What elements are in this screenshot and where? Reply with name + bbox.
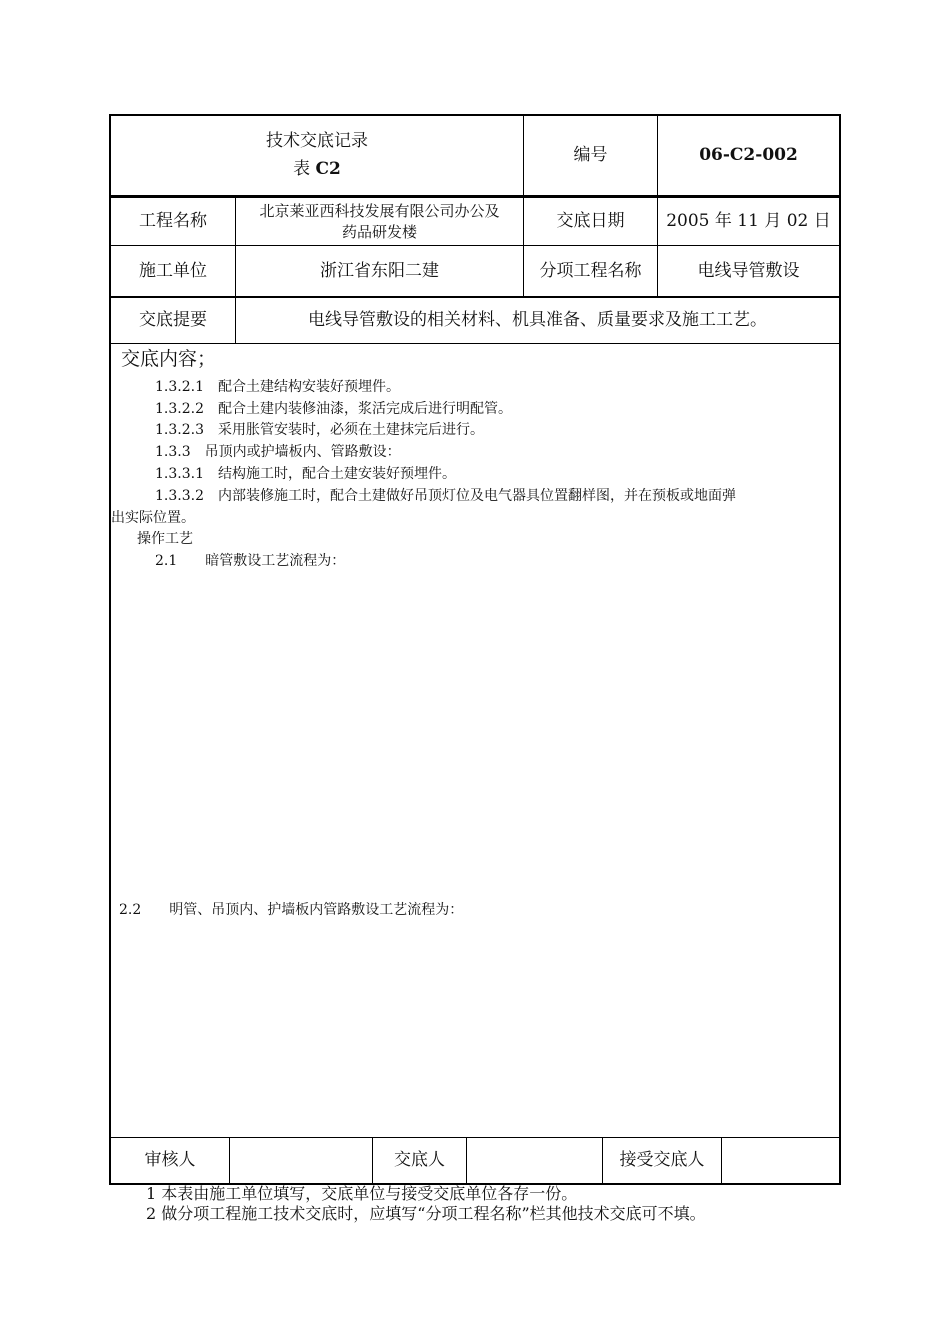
reviewer-field[interactable] [230,1138,372,1183]
project-name-value: 北京莱亚西科技发展有限公司办公及 药品研发楼 [259,202,500,241]
content-line: 1.3.2.2 配合土建内装修油漆，浆活完成后进行明配管。 [155,401,512,417]
contractor-label: 施工单位 [139,260,207,281]
content-line: 1.3.3.1 结构施工时，配合土建安装好预埋件。 [155,466,456,482]
date-value: 2005 年 11 月 02 日 [666,211,831,232]
number-label: 编号 [573,145,608,166]
section-heading: 操作工艺 [137,531,193,547]
reviewer-label: 审核人 [144,1150,196,1171]
content-heading: 交底内容； [121,348,217,370]
receiver-label: 接受交底人 [619,1150,705,1171]
discloser-label: 交底人 [394,1150,445,1171]
number-value: 06-C2-002 [699,145,798,166]
subproject-value: 电线导管敷设 [697,260,800,281]
content-line: 1.3.3.2 内部装修施工时，配合土建做好吊顶灯位及电气器具位置翻样图，并在预板或地面弹 [155,488,736,504]
item-2-2: 2.2 明管、吊顶内、护墙板内管路敷设工艺流程为： [119,902,464,918]
content-line: 1.3.2.1 配合土建结构安装好预埋件。 [155,379,400,395]
contractor-value: 浙江省东阳二建 [320,260,439,281]
date-label: 交底日期 [556,211,625,232]
form-title-cell [111,116,523,195]
discloser-field[interactable] [467,1138,602,1183]
rule-row3-bottom [111,343,839,344]
table-label: 表 C2 [293,158,341,179]
content-line: 1.3.2.3 采用胀管安装时，必须在土建抹完后进行。 [155,422,484,438]
summary-label: 交底提要 [139,310,207,331]
summary-value: 电线导管敷设的相关材料、机具准备、质量要求及施工工艺。 [308,310,767,331]
receiver-field[interactable] [722,1138,839,1183]
content-line: 出实际位置。 [111,510,195,526]
disclosure-form [109,114,841,1185]
footnote: 1 本表由施工单位填写，交底单位与接受交底单位各存一份。 [146,1184,578,1203]
project-name-label: 工程名称 [139,211,207,232]
item-2-1: 2.1 暗管敷设工艺流程为： [155,553,346,569]
footnote: 2 做分项工程施工技术交底时，应填写“分项工程名称”栏其他技术交底可不填。 [146,1204,706,1223]
content-line: 1.3.3 吊顶内或护墙板内、管路敷设： [155,444,401,460]
subproject-label: 分项工程名称 [539,260,642,281]
form-title: 技术交底记录 [266,131,368,152]
